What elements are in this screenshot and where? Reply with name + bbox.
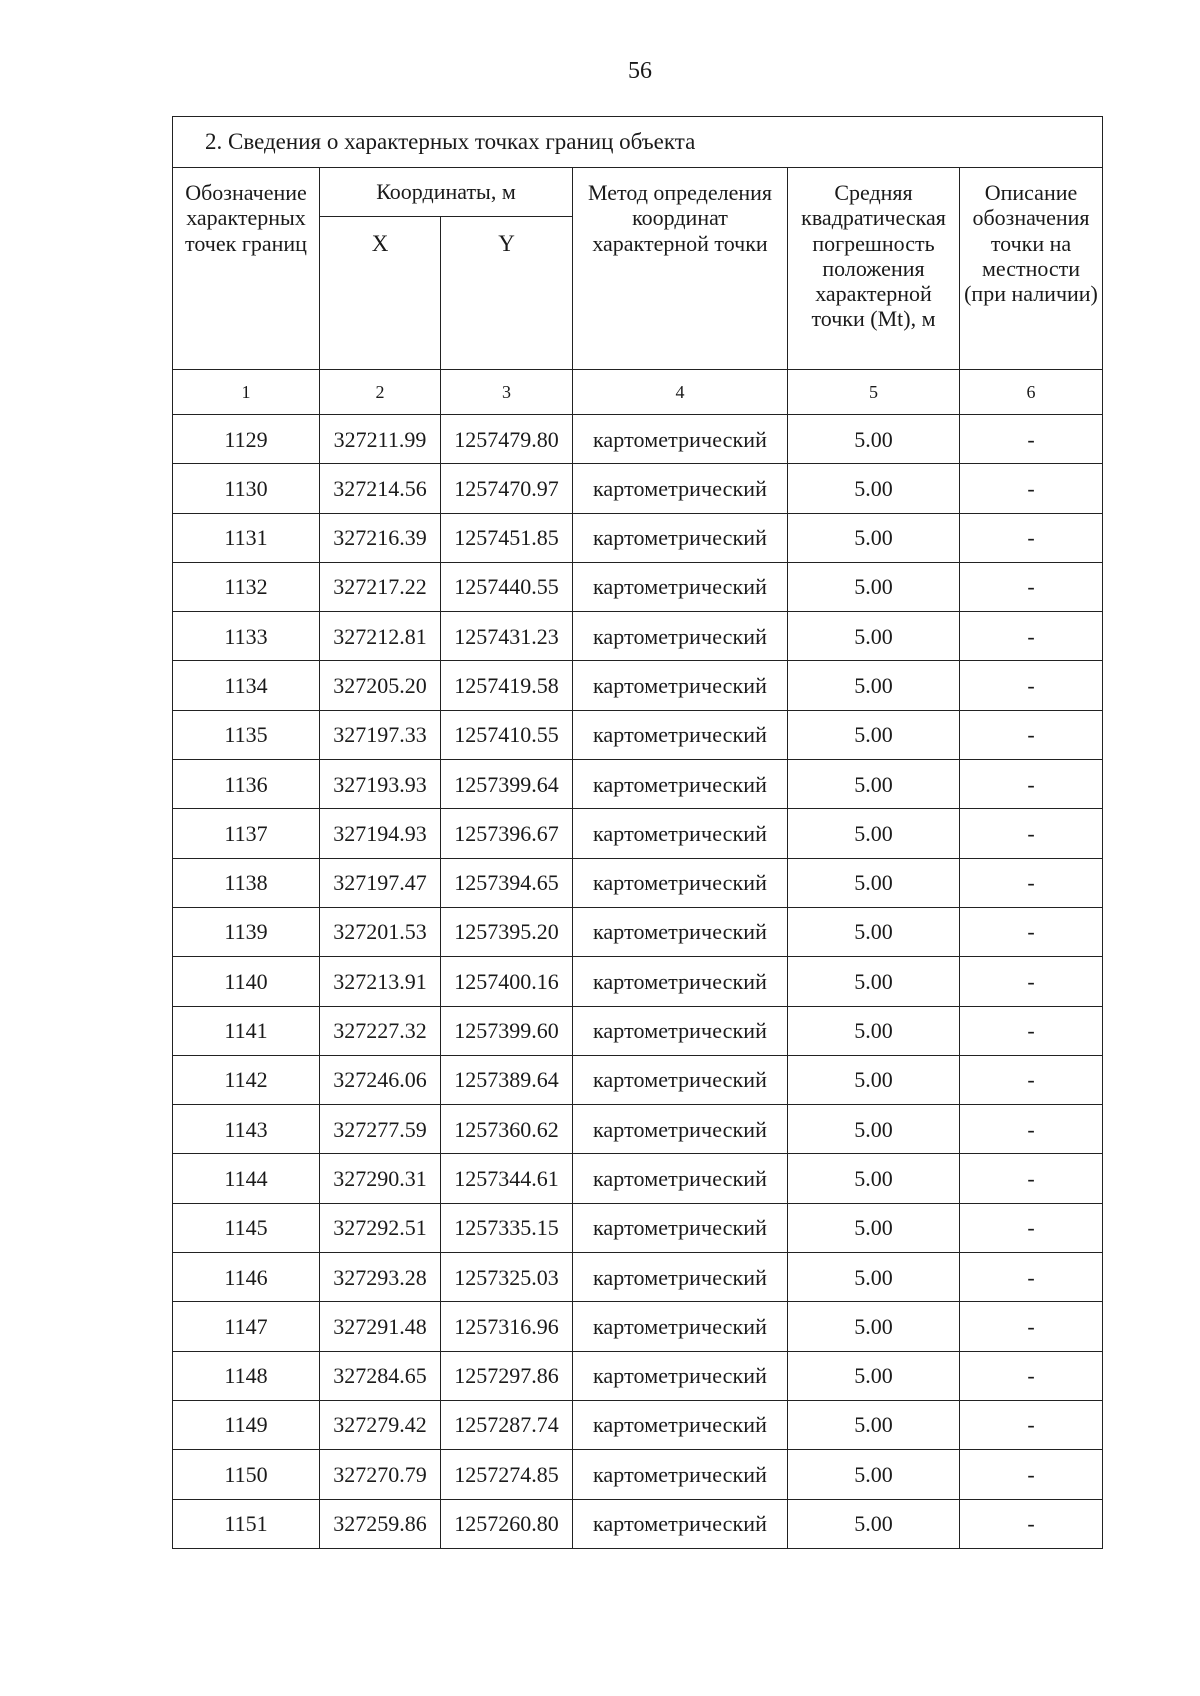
coord-x-cell: 327212.81 <box>320 612 441 661</box>
error-cell: 5.00 <box>788 1253 960 1302</box>
point-id-cell: 1144 <box>173 1154 320 1203</box>
point-id-cell: 1150 <box>173 1450 320 1499</box>
error-cell: 5.00 <box>788 415 960 464</box>
table-title: 2. Сведения о характерных точках границ объекта <box>173 117 1103 168</box>
method-cell: картометрический <box>573 661 788 710</box>
header-coordinates: Координаты, м <box>320 168 573 217</box>
header-description: Описание обозначения точки на местности (при наличии) <box>960 168 1103 370</box>
point-id-cell: 1143 <box>173 1105 320 1154</box>
coord-x-cell: 327193.93 <box>320 760 441 809</box>
coord-y-cell: 1257287.74 <box>441 1400 573 1449</box>
method-cell: картометрический <box>573 957 788 1006</box>
point-id-cell: 1131 <box>173 513 320 562</box>
coord-y-cell: 1257396.67 <box>441 809 573 858</box>
coord-y-cell: 1257297.86 <box>441 1351 573 1400</box>
coord-x-cell: 327214.56 <box>320 464 441 513</box>
point-id-cell: 1146 <box>173 1253 320 1302</box>
table-row <box>173 1302 1103 1351</box>
coord-x-cell: 327211.99 <box>320 415 441 464</box>
method-cell: картометрический <box>573 1105 788 1154</box>
description-cell: - <box>960 760 1103 809</box>
point-id-cell: 1148 <box>173 1351 320 1400</box>
method-cell: картометрический <box>573 1351 788 1400</box>
description-cell: - <box>960 1253 1103 1302</box>
coord-y-cell: 1257399.60 <box>441 1006 573 1055</box>
table-row <box>173 907 1103 956</box>
description-cell: - <box>960 1450 1103 1499</box>
description-cell: - <box>960 415 1103 464</box>
header-y: Y <box>441 217 573 370</box>
error-cell: 5.00 <box>788 661 960 710</box>
point-id-cell: 1137 <box>173 809 320 858</box>
point-id-cell: 1134 <box>173 661 320 710</box>
error-cell: 5.00 <box>788 1400 960 1449</box>
method-cell: картометрический <box>573 1203 788 1252</box>
header-error: Средняя квадратическая погрешность положения характерной точки (Mt), м <box>788 168 960 370</box>
coord-x-cell: 327227.32 <box>320 1006 441 1055</box>
table-row <box>173 957 1103 1006</box>
error-cell: 5.00 <box>788 1055 960 1104</box>
description-cell: - <box>960 1302 1103 1351</box>
point-id-cell: 1138 <box>173 858 320 907</box>
error-cell: 5.00 <box>788 1351 960 1400</box>
description-cell: - <box>960 1203 1103 1252</box>
point-id-cell: 1132 <box>173 562 320 611</box>
point-id-cell: 1145 <box>173 1203 320 1252</box>
point-id-cell: 1135 <box>173 710 320 759</box>
coord-y-cell: 1257316.96 <box>441 1302 573 1351</box>
point-id-cell: 1139 <box>173 907 320 956</box>
method-cell: картометрический <box>573 1253 788 1302</box>
header-row-top <box>173 168 1103 217</box>
coord-y-cell: 1257344.61 <box>441 1154 573 1203</box>
method-cell: картометрический <box>573 1400 788 1449</box>
description-cell: - <box>960 1105 1103 1154</box>
point-id-cell: 1136 <box>173 760 320 809</box>
table-row <box>173 760 1103 809</box>
table-row <box>173 858 1103 907</box>
method-cell: картометрический <box>573 809 788 858</box>
description-cell: - <box>960 710 1103 759</box>
table-row <box>173 1006 1103 1055</box>
boundary-points-table <box>172 116 1103 1549</box>
coord-x-cell: 327213.91 <box>320 957 441 1006</box>
coord-x-cell: 327205.20 <box>320 661 441 710</box>
table-row <box>173 1400 1103 1449</box>
description-cell: - <box>960 1351 1103 1400</box>
coord-y-cell: 1257395.20 <box>441 907 573 956</box>
coord-y-cell: 1257419.58 <box>441 661 573 710</box>
point-id-cell: 1129 <box>173 415 320 464</box>
coord-y-cell: 1257399.64 <box>441 760 573 809</box>
method-cell: картометрический <box>573 1302 788 1351</box>
description-cell: - <box>960 1006 1103 1055</box>
table-row <box>173 513 1103 562</box>
description-cell: - <box>960 1154 1103 1203</box>
error-cell: 5.00 <box>788 1105 960 1154</box>
description-cell: - <box>960 907 1103 956</box>
error-cell: 5.00 <box>788 1154 960 1203</box>
coord-x-cell: 327277.59 <box>320 1105 441 1154</box>
coord-x-cell: 327259.86 <box>320 1499 441 1548</box>
coord-x-cell: 327293.28 <box>320 1253 441 1302</box>
table-row <box>173 562 1103 611</box>
coord-x-cell: 327246.06 <box>320 1055 441 1104</box>
error-cell: 5.00 <box>788 957 960 1006</box>
column-number: 6 <box>960 370 1103 415</box>
point-id-cell: 1149 <box>173 1400 320 1449</box>
header-designation: Обозначение характерных точек границ <box>173 168 320 370</box>
coord-x-cell: 327194.93 <box>320 809 441 858</box>
method-cell: картометрический <box>573 710 788 759</box>
table-row <box>173 661 1103 710</box>
point-id-cell: 1140 <box>173 957 320 1006</box>
description-cell: - <box>960 661 1103 710</box>
description-cell: - <box>960 513 1103 562</box>
coord-x-cell: 327284.65 <box>320 1351 441 1400</box>
point-id-cell: 1130 <box>173 464 320 513</box>
method-cell: картометрический <box>573 1499 788 1548</box>
method-cell: картометрический <box>573 513 788 562</box>
error-cell: 5.00 <box>788 1006 960 1055</box>
coord-x-cell: 327270.79 <box>320 1450 441 1499</box>
table-title-row <box>173 117 1103 168</box>
coord-y-cell: 1257260.80 <box>441 1499 573 1548</box>
point-id-cell: 1141 <box>173 1006 320 1055</box>
coord-y-cell: 1257470.97 <box>441 464 573 513</box>
coord-y-cell: 1257360.62 <box>441 1105 573 1154</box>
error-cell: 5.00 <box>788 1450 960 1499</box>
coord-x-cell: 327216.39 <box>320 513 441 562</box>
column-number-row <box>173 370 1103 415</box>
table-row <box>173 1203 1103 1252</box>
coord-y-cell: 1257440.55 <box>441 562 573 611</box>
description-cell: - <box>960 809 1103 858</box>
column-number: 3 <box>441 370 573 415</box>
description-cell: - <box>960 858 1103 907</box>
method-cell: картометрический <box>573 415 788 464</box>
method-cell: картометрический <box>573 907 788 956</box>
table-row <box>173 1351 1103 1400</box>
error-cell: 5.00 <box>788 464 960 513</box>
method-cell: картометрический <box>573 612 788 661</box>
coord-y-cell: 1257394.65 <box>441 858 573 907</box>
header-x: X <box>320 217 441 370</box>
coord-x-cell: 327217.22 <box>320 562 441 611</box>
coord-y-cell: 1257431.23 <box>441 612 573 661</box>
error-cell: 5.00 <box>788 710 960 759</box>
coord-x-cell: 327290.31 <box>320 1154 441 1203</box>
table-row <box>173 1105 1103 1154</box>
coord-y-cell: 1257410.55 <box>441 710 573 759</box>
point-id-cell: 1142 <box>173 1055 320 1104</box>
method-cell: картометрический <box>573 562 788 611</box>
method-cell: картометрический <box>573 858 788 907</box>
table-row <box>173 1253 1103 1302</box>
method-cell: картометрический <box>573 1154 788 1203</box>
header-method: Метод определения координат характерной точки <box>573 168 788 370</box>
error-cell: 5.00 <box>788 1499 960 1548</box>
error-cell: 5.00 <box>788 1203 960 1252</box>
column-number: 4 <box>573 370 788 415</box>
coord-y-cell: 1257479.80 <box>441 415 573 464</box>
method-cell: картометрический <box>573 760 788 809</box>
description-cell: - <box>960 1055 1103 1104</box>
coord-y-cell: 1257274.85 <box>441 1450 573 1499</box>
point-id-cell: 1151 <box>173 1499 320 1548</box>
coord-x-cell: 327279.42 <box>320 1400 441 1449</box>
coord-x-cell: 327201.53 <box>320 907 441 956</box>
column-number: 1 <box>173 370 320 415</box>
method-cell: картометрический <box>573 1006 788 1055</box>
table-row <box>173 612 1103 661</box>
description-cell: - <box>960 1499 1103 1548</box>
table-row <box>173 1154 1103 1203</box>
error-cell: 5.00 <box>788 513 960 562</box>
description-cell: - <box>960 562 1103 611</box>
method-cell: картометрический <box>573 464 788 513</box>
column-number: 5 <box>788 370 960 415</box>
error-cell: 5.00 <box>788 907 960 956</box>
error-cell: 5.00 <box>788 562 960 611</box>
method-cell: картометрический <box>573 1450 788 1499</box>
coord-y-cell: 1257325.03 <box>441 1253 573 1302</box>
table-row <box>173 1450 1103 1499</box>
description-cell: - <box>960 464 1103 513</box>
table-row <box>173 1499 1103 1548</box>
coord-y-cell: 1257389.64 <box>441 1055 573 1104</box>
description-cell: - <box>960 612 1103 661</box>
coord-x-cell: 327197.33 <box>320 710 441 759</box>
error-cell: 5.00 <box>788 1302 960 1351</box>
description-cell: - <box>960 1400 1103 1449</box>
page-number: 56 <box>628 58 652 84</box>
error-cell: 5.00 <box>788 858 960 907</box>
table-row <box>173 415 1103 464</box>
error-cell: 5.00 <box>788 760 960 809</box>
point-id-cell: 1133 <box>173 612 320 661</box>
description-cell: - <box>960 957 1103 1006</box>
coord-x-cell: 327292.51 <box>320 1203 441 1252</box>
method-cell: картометрический <box>573 1055 788 1104</box>
coord-x-cell: 327197.47 <box>320 858 441 907</box>
coord-y-cell: 1257400.16 <box>441 957 573 1006</box>
table-row <box>173 464 1103 513</box>
column-number: 2 <box>320 370 441 415</box>
table-row <box>173 710 1103 759</box>
table-row <box>173 1055 1103 1104</box>
error-cell: 5.00 <box>788 612 960 661</box>
coord-x-cell: 327291.48 <box>320 1302 441 1351</box>
error-cell: 5.00 <box>788 809 960 858</box>
table-row <box>173 809 1103 858</box>
coord-y-cell: 1257451.85 <box>441 513 573 562</box>
point-id-cell: 1147 <box>173 1302 320 1351</box>
coord-y-cell: 1257335.15 <box>441 1203 573 1252</box>
